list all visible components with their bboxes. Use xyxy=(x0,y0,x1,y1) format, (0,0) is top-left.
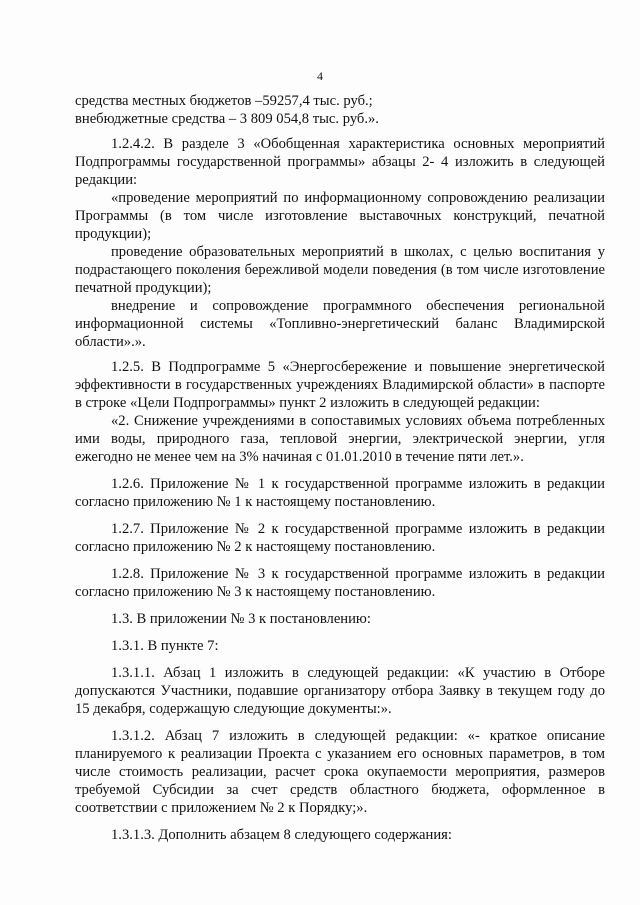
paragraph-local-budget: средства местных бюджетов –59257,4 тыс. руб.; xyxy=(75,93,373,109)
paragraph-1-2-8: 1.2.8. Приложение № 3 к государственной программе изложить в редакции согласно приложению № 3 к настоящему постановлению. xyxy=(75,566,605,600)
paragraph-education: проведение образовательных мероприятий в школах, с целью воспитания у подрастающего поколения бережливой модели поведения (в том числе изготовление печатной продукции); xyxy=(75,244,605,296)
paragraph-1-2-6: 1.2.6. Приложение № 1 к государственной программе изложить в редакции согласно приложению № 1 к настоящему постановлению. xyxy=(75,476,605,510)
paragraph-extrabudgetary: внебюджетные средства – 3 809 054,8 тыс. руб.». xyxy=(75,111,379,127)
document-body xyxy=(75,92,605,844)
paragraph-1-3-1-2: 1.3.1.2. Абзац 7 изложить в следующей редакции: «- краткое описание планируемого к реализации Проекта с указанием его основных параметров, в том числе стоимость реализации, расчет срока окупаемости мероприятия, размеров требуемой Субсидии за счет средств областного бюджета, оформленное в соответствии с приложением № 2 к Порядку;». xyxy=(75,728,605,816)
paragraph-goal-2: «2. Снижение учреждениями в сопоставимых условиях объема потребленных ими воды, природного газа, тепловой энергии, электрической энергии, угля ежегодно не менее чем на 3% начиная с 01.01.2010 в течение пяти лет.». xyxy=(75,413,605,465)
paragraph-software: внедрение и сопровождение программного обеспечения региональной информационной системы «Топливно-энергетический баланс Владимирской области».». xyxy=(75,298,605,350)
paragraph-1-3-1-3: 1.3.1.3. Дополнить абзацем 8 следующего содержания: xyxy=(111,827,452,843)
paragraph-1-3: 1.3. В приложении № 3 к постановлению: xyxy=(111,611,371,627)
paragraph-info-support: «проведение мероприятий по информационному сопровождению реализации Программы (в том числе изготовление выставочных конструкций, печатной продукции); xyxy=(75,190,605,242)
paragraph-1-2-4-2: 1.2.4.2. В разделе 3 «Обобщенная характеристика основных мероприятий Подпрограммы государственной программы» абзацы 2- 4 изложить в следующей редакции: xyxy=(75,136,605,188)
paragraph-1-2-5: 1.2.5. В Подпрограмме 5 «Энергосбережение и повышение энергетической эффективности в государственных учреждениях Владимирской области» в паспорте в строке «Цели Подпрограммы» пункт 2 изложить в следующей редакции: xyxy=(75,359,605,411)
paragraph-1-3-1-1: 1.3.1.1. Абзац 1 изложить в следующей редакции: «К участию в Отборе допускаются Участники, подавшие организатору отбора Заявку в текущем году до 15 декабря, содержащую следующие документы:». xyxy=(75,665,605,717)
paragraph-1-3-1: 1.3.1. В пункте 7: xyxy=(111,638,219,654)
paragraph-1-2-7: 1.2.7. Приложение № 2 к государственной программе изложить в редакции согласно приложению № 2 к настоящему постановлению. xyxy=(75,521,605,555)
page-number: 4 xyxy=(317,69,323,83)
